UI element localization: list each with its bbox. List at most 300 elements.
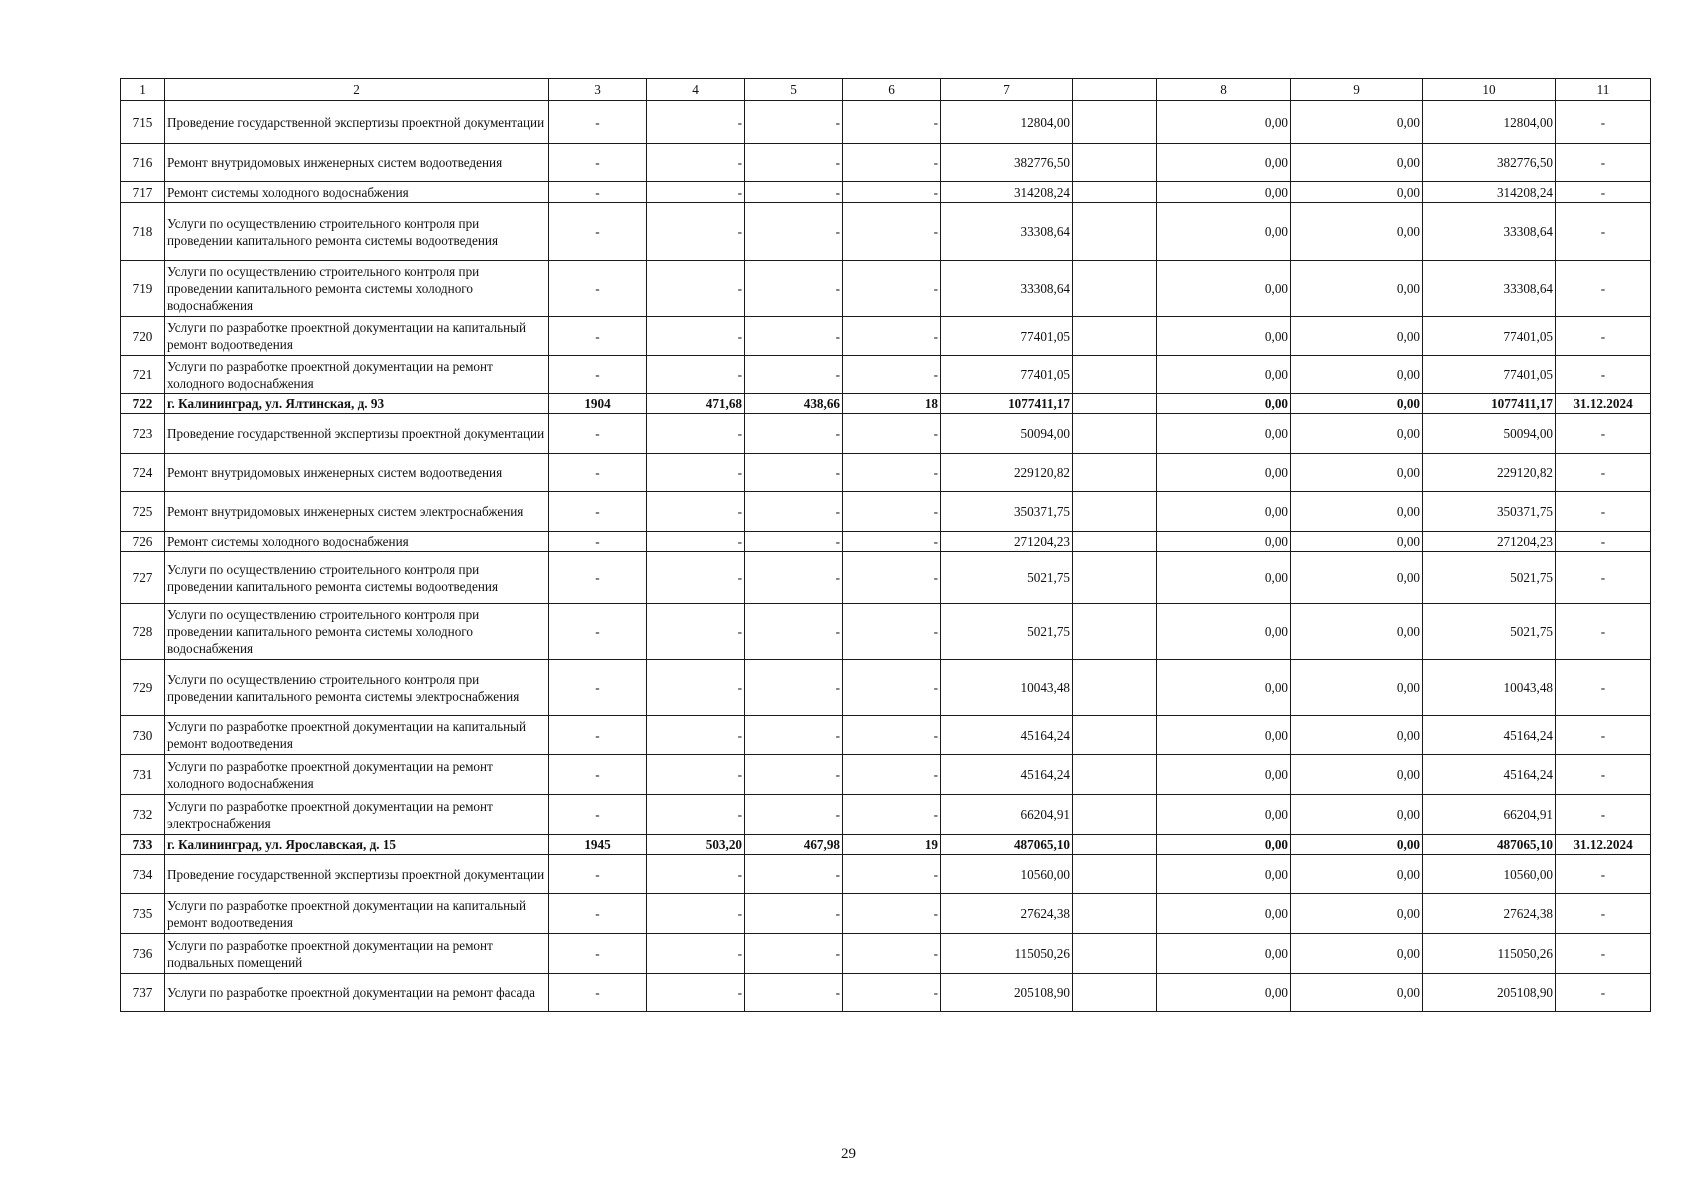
cell-c4: - (647, 855, 745, 894)
cell-c8: 0,00 (1157, 261, 1291, 317)
cell-c10: 271204,23 (1423, 532, 1556, 552)
cell-name: Ремонт системы холодного водоснабжения (165, 182, 549, 203)
cell-c6: - (843, 604, 941, 660)
cell-c10: 10043,48 (1423, 660, 1556, 716)
cell-c7: 350371,75 (941, 492, 1073, 532)
cell-c9: 0,00 (1291, 101, 1423, 144)
cell-c3: - (549, 755, 647, 795)
cell-num: 729 (121, 660, 165, 716)
cell-c5: - (745, 660, 843, 716)
cell-c9: 0,00 (1291, 795, 1423, 835)
cell-c11: - (1556, 894, 1651, 934)
cell-c7: 77401,05 (941, 317, 1073, 356)
cell-c11: - (1556, 934, 1651, 974)
cell-num: 722 (121, 394, 165, 414)
cell-empty (1073, 835, 1157, 855)
cell-c8: 0,00 (1157, 101, 1291, 144)
cell-c9: 0,00 (1291, 261, 1423, 317)
cell-c4: - (647, 261, 745, 317)
cell-name: Услуги по осуществлению строительного контроля при проведении капитального ремонта системы электроснабжения (165, 660, 549, 716)
cell-num: 720 (121, 317, 165, 356)
cell-c4: - (647, 604, 745, 660)
cell-c3: - (549, 203, 647, 261)
cell-c9: 0,00 (1291, 604, 1423, 660)
table-row (121, 414, 1651, 454)
cell-num: 731 (121, 755, 165, 795)
cell-c10: 10560,00 (1423, 855, 1556, 894)
cell-c9: 0,00 (1291, 894, 1423, 934)
cell-c10: 27624,38 (1423, 894, 1556, 934)
cell-name: Услуги по осуществлению строительного контроля при проведении капитального ремонта системы холодного водоснабжения (165, 261, 549, 317)
cell-c4: - (647, 934, 745, 974)
cell-num: 724 (121, 454, 165, 492)
cell-c10: 33308,64 (1423, 261, 1556, 317)
cell-c7: 115050,26 (941, 934, 1073, 974)
header-cell: 10 (1423, 79, 1556, 101)
cell-c5: - (745, 604, 843, 660)
cell-c8: 0,00 (1157, 552, 1291, 604)
cell-name: Проведение государственной экспертизы проектной документации (165, 855, 549, 894)
table-body (121, 101, 1651, 1012)
cell-c10: 1077411,17 (1423, 394, 1556, 414)
table-row (121, 894, 1651, 934)
cell-c9: 0,00 (1291, 203, 1423, 261)
table-row (121, 934, 1651, 974)
cell-c7: 12804,00 (941, 101, 1073, 144)
cell-empty (1073, 934, 1157, 974)
cell-name: г. Калининград, ул. Ялтинская, д. 93 (165, 394, 549, 414)
cell-c5: - (745, 552, 843, 604)
table-row (121, 604, 1651, 660)
cell-c7: 45164,24 (941, 716, 1073, 755)
cell-c8: 0,00 (1157, 855, 1291, 894)
header-cell: 2 (165, 79, 549, 101)
cell-c11: - (1556, 356, 1651, 394)
cell-c9: 0,00 (1291, 144, 1423, 182)
cell-name: Услуги по разработке проектной документации на ремонт электроснабжения (165, 795, 549, 835)
cell-c8: 0,00 (1157, 660, 1291, 716)
cell-c11: - (1556, 261, 1651, 317)
cell-name: Ремонт системы холодного водоснабжения (165, 532, 549, 552)
cell-name: Услуги по разработке проектной документации на ремонт подвальных помещений (165, 934, 549, 974)
cell-c6: - (843, 317, 941, 356)
cell-c10: 5021,75 (1423, 552, 1556, 604)
address-row (121, 394, 1651, 414)
table-row (121, 101, 1651, 144)
cell-c3: 1945 (549, 835, 647, 855)
cell-c5: - (745, 144, 843, 182)
cell-c4: 503,20 (647, 835, 745, 855)
cell-c8: 0,00 (1157, 974, 1291, 1012)
cell-num: 732 (121, 795, 165, 835)
cell-c8: 0,00 (1157, 795, 1291, 835)
cell-c6: - (843, 454, 941, 492)
cell-c5: - (745, 532, 843, 552)
document-sheet (120, 78, 1651, 1012)
cell-c4: - (647, 101, 745, 144)
cell-c4: - (647, 454, 745, 492)
cell-empty (1073, 182, 1157, 203)
cell-c10: 314208,24 (1423, 182, 1556, 203)
cell-c10: 115050,26 (1423, 934, 1556, 974)
cell-c9: 0,00 (1291, 394, 1423, 414)
cell-c5: - (745, 261, 843, 317)
cell-c8: 0,00 (1157, 414, 1291, 454)
cell-c4: - (647, 182, 745, 203)
table-row (121, 660, 1651, 716)
cell-c5: - (745, 755, 843, 795)
cell-c5: - (745, 317, 843, 356)
cell-c6: - (843, 795, 941, 835)
cell-c7: 33308,64 (941, 203, 1073, 261)
cell-c8: 0,00 (1157, 835, 1291, 855)
table-row (121, 974, 1651, 1012)
table-row (121, 317, 1651, 356)
cell-num: 728 (121, 604, 165, 660)
cell-c11: - (1556, 855, 1651, 894)
cell-c10: 77401,05 (1423, 317, 1556, 356)
cell-c11: - (1556, 660, 1651, 716)
cell-c7: 205108,90 (941, 974, 1073, 1012)
cell-c9: 0,00 (1291, 755, 1423, 795)
cell-c7: 10043,48 (941, 660, 1073, 716)
cell-name: Услуги по разработке проектной документации на ремонт холодного водоснабжения (165, 356, 549, 394)
cell-c5: - (745, 934, 843, 974)
cell-empty (1073, 144, 1157, 182)
cell-name: Услуги по осуществлению строительного контроля при проведении капитального ремонта системы водоотведения (165, 203, 549, 261)
cell-name: Услуги по разработке проектной документации на ремонт холодного водоснабжения (165, 755, 549, 795)
cell-c3: - (549, 356, 647, 394)
cell-c11: - (1556, 414, 1651, 454)
cell-c4: - (647, 894, 745, 934)
cell-c5: - (745, 795, 843, 835)
cell-c11: - (1556, 974, 1651, 1012)
cell-c7: 1077411,17 (941, 394, 1073, 414)
cell-c10: 45164,24 (1423, 755, 1556, 795)
cell-c8: 0,00 (1157, 934, 1291, 974)
cell-empty (1073, 492, 1157, 532)
cell-c9: 0,00 (1291, 835, 1423, 855)
cell-c11: - (1556, 101, 1651, 144)
cell-c5: - (745, 974, 843, 1012)
cell-name: Услуги по разработке проектной документации на капитальный ремонт водоотведения (165, 317, 549, 356)
cell-c5: - (745, 716, 843, 755)
cell-c11: - (1556, 604, 1651, 660)
cell-c4: - (647, 317, 745, 356)
cell-c8: 0,00 (1157, 203, 1291, 261)
cell-c3: - (549, 894, 647, 934)
header-cell: 9 (1291, 79, 1423, 101)
cell-c9: 0,00 (1291, 974, 1423, 1012)
cell-c7: 382776,50 (941, 144, 1073, 182)
cell-empty (1073, 394, 1157, 414)
cell-c11: - (1556, 182, 1651, 203)
cell-c4: - (647, 795, 745, 835)
cell-c6: - (843, 414, 941, 454)
cell-c3: - (549, 182, 647, 203)
cell-c10: 5021,75 (1423, 604, 1556, 660)
cell-c9: 0,00 (1291, 660, 1423, 716)
cell-c3: - (549, 144, 647, 182)
cell-c8: 0,00 (1157, 894, 1291, 934)
cell-c10: 12804,00 (1423, 101, 1556, 144)
cell-name: Услуги по осуществлению строительного контроля при проведении капитального ремонта системы холодного водоснабжения (165, 604, 549, 660)
cell-c10: 50094,00 (1423, 414, 1556, 454)
cell-c10: 45164,24 (1423, 716, 1556, 755)
cell-c9: 0,00 (1291, 356, 1423, 394)
cell-empty (1073, 414, 1157, 454)
cell-c3: - (549, 492, 647, 532)
cell-empty (1073, 317, 1157, 356)
cell-num: 715 (121, 101, 165, 144)
cell-c8: 0,00 (1157, 454, 1291, 492)
cell-c6: - (843, 894, 941, 934)
cell-num: 721 (121, 356, 165, 394)
cell-c6: - (843, 660, 941, 716)
cell-c5: 467,98 (745, 835, 843, 855)
header-cell: 5 (745, 79, 843, 101)
cell-c8: 0,00 (1157, 144, 1291, 182)
cell-c9: 0,00 (1291, 317, 1423, 356)
cell-c10: 205108,90 (1423, 974, 1556, 1012)
cell-empty (1073, 532, 1157, 552)
cell-c5: - (745, 356, 843, 394)
cell-c3: - (549, 454, 647, 492)
cell-empty (1073, 101, 1157, 144)
cell-name: г. Калининград, ул. Ярославская, д. 15 (165, 835, 549, 855)
cell-c6: - (843, 755, 941, 795)
cell-c8: 0,00 (1157, 182, 1291, 203)
table-row (121, 532, 1651, 552)
cell-c3: - (549, 552, 647, 604)
header-cell: 8 (1157, 79, 1291, 101)
cell-c3: - (549, 716, 647, 755)
cell-empty (1073, 660, 1157, 716)
cell-empty (1073, 855, 1157, 894)
table-row (121, 716, 1651, 755)
cell-c8: 0,00 (1157, 356, 1291, 394)
cell-c11: 31.12.2024 (1556, 394, 1651, 414)
cell-c8: 0,00 (1157, 317, 1291, 356)
cell-c6: - (843, 552, 941, 604)
cell-num: 737 (121, 974, 165, 1012)
cell-c7: 77401,05 (941, 356, 1073, 394)
header-cell: 6 (843, 79, 941, 101)
cell-c3: 1904 (549, 394, 647, 414)
cell-c5: - (745, 414, 843, 454)
cell-c3: - (549, 261, 647, 317)
cell-c9: 0,00 (1291, 492, 1423, 532)
cell-num: 725 (121, 492, 165, 532)
cell-c11: - (1556, 755, 1651, 795)
cell-name: Услуги по разработке проектной документации на ремонт фасада (165, 974, 549, 1012)
table-row (121, 144, 1651, 182)
cell-c9: 0,00 (1291, 414, 1423, 454)
cell-c9: 0,00 (1291, 532, 1423, 552)
cell-c4: - (647, 532, 745, 552)
cell-c5: - (745, 894, 843, 934)
table-row (121, 203, 1651, 261)
cell-c4: - (647, 144, 745, 182)
cell-c11: - (1556, 532, 1651, 552)
cell-c10: 229120,82 (1423, 454, 1556, 492)
cell-c8: 0,00 (1157, 604, 1291, 660)
cell-c6: - (843, 855, 941, 894)
table-row (121, 182, 1651, 203)
cell-empty (1073, 454, 1157, 492)
table-row (121, 755, 1651, 795)
cell-c4: - (647, 492, 745, 532)
cell-empty (1073, 552, 1157, 604)
cell-num: 727 (121, 552, 165, 604)
cell-empty (1073, 356, 1157, 394)
address-row (121, 835, 1651, 855)
cell-c7: 45164,24 (941, 755, 1073, 795)
cell-c3: - (549, 414, 647, 454)
cell-c4: - (647, 716, 745, 755)
cell-c7: 229120,82 (941, 454, 1073, 492)
cell-num: 734 (121, 855, 165, 894)
cell-c6: - (843, 492, 941, 532)
cell-c4: - (647, 356, 745, 394)
cell-c10: 382776,50 (1423, 144, 1556, 182)
cell-c3: - (549, 317, 647, 356)
cell-c3: - (549, 934, 647, 974)
cell-empty (1073, 203, 1157, 261)
header-cell: 11 (1556, 79, 1651, 101)
cell-c3: - (549, 855, 647, 894)
cell-c7: 50094,00 (941, 414, 1073, 454)
cell-c6: - (843, 261, 941, 317)
cell-c5: - (745, 454, 843, 492)
header-cell: 3 (549, 79, 647, 101)
table-row (121, 855, 1651, 894)
cell-c7: 5021,75 (941, 604, 1073, 660)
capital-repair-table (120, 78, 1651, 1012)
cell-empty (1073, 716, 1157, 755)
page-number: 29 (841, 1146, 856, 1162)
cell-c11: 31.12.2024 (1556, 835, 1651, 855)
cell-c5: - (745, 101, 843, 144)
cell-c11: - (1556, 144, 1651, 182)
cell-c11: - (1556, 317, 1651, 356)
header-cell: 4 (647, 79, 745, 101)
cell-empty (1073, 604, 1157, 660)
header-cell: 1 (121, 79, 165, 101)
cell-c10: 487065,10 (1423, 835, 1556, 855)
cell-c5: - (745, 492, 843, 532)
cell-num: 736 (121, 934, 165, 974)
cell-c11: - (1556, 795, 1651, 835)
cell-c7: 5021,75 (941, 552, 1073, 604)
cell-c6: - (843, 532, 941, 552)
cell-c6: - (843, 974, 941, 1012)
cell-c11: - (1556, 454, 1651, 492)
cell-c5: - (745, 203, 843, 261)
cell-c8: 0,00 (1157, 492, 1291, 532)
cell-empty (1073, 755, 1157, 795)
cell-empty (1073, 974, 1157, 1012)
cell-c6: - (843, 203, 941, 261)
cell-name: Услуги по осуществлению строительного контроля при проведении капитального ремонта системы водоотведения (165, 552, 549, 604)
cell-c9: 0,00 (1291, 855, 1423, 894)
cell-c11: - (1556, 492, 1651, 532)
cell-c3: - (549, 795, 647, 835)
cell-c7: 10560,00 (941, 855, 1073, 894)
cell-c4: - (647, 660, 745, 716)
cell-name: Ремонт внутридомовых инженерных систем водоотведения (165, 144, 549, 182)
cell-c9: 0,00 (1291, 552, 1423, 604)
cell-name: Проведение государственной экспертизы проектной документации (165, 101, 549, 144)
cell-name: Ремонт внутридомовых инженерных систем водоотведения (165, 454, 549, 492)
cell-c5: 438,66 (745, 394, 843, 414)
table-row (121, 356, 1651, 394)
column-number-row (121, 79, 1651, 101)
cell-c6: - (843, 356, 941, 394)
cell-c7: 27624,38 (941, 894, 1073, 934)
cell-empty (1073, 261, 1157, 317)
cell-c3: - (549, 660, 647, 716)
cell-c4: 471,68 (647, 394, 745, 414)
cell-c10: 350371,75 (1423, 492, 1556, 532)
cell-c6: - (843, 934, 941, 974)
cell-c4: - (647, 414, 745, 454)
cell-c9: 0,00 (1291, 454, 1423, 492)
header-cell (1073, 79, 1157, 101)
cell-c6: - (843, 101, 941, 144)
cell-empty (1073, 795, 1157, 835)
cell-name: Проведение государственной экспертизы проектной документации (165, 414, 549, 454)
cell-c8: 0,00 (1157, 716, 1291, 755)
table-row (121, 492, 1651, 532)
cell-c8: 0,00 (1157, 394, 1291, 414)
cell-c10: 77401,05 (1423, 356, 1556, 394)
cell-c11: - (1556, 203, 1651, 261)
cell-c5: - (745, 855, 843, 894)
cell-c3: - (549, 532, 647, 552)
cell-num: 716 (121, 144, 165, 182)
cell-c4: - (647, 755, 745, 795)
cell-num: 735 (121, 894, 165, 934)
cell-name: Ремонт внутридомовых инженерных систем электроснабжения (165, 492, 549, 532)
cell-num: 723 (121, 414, 165, 454)
cell-num: 717 (121, 182, 165, 203)
cell-c9: 0,00 (1291, 934, 1423, 974)
cell-c7: 271204,23 (941, 532, 1073, 552)
cell-c7: 314208,24 (941, 182, 1073, 203)
cell-c4: - (647, 974, 745, 1012)
cell-num: 718 (121, 203, 165, 261)
header-cell: 7 (941, 79, 1073, 101)
cell-empty (1073, 894, 1157, 934)
cell-c10: 33308,64 (1423, 203, 1556, 261)
cell-name: Услуги по разработке проектной документации на капитальный ремонт водоотведения (165, 894, 549, 934)
cell-c10: 66204,91 (1423, 795, 1556, 835)
cell-c4: - (647, 552, 745, 604)
cell-c7: 33308,64 (941, 261, 1073, 317)
cell-c6: 18 (843, 394, 941, 414)
table-row (121, 454, 1651, 492)
cell-c3: - (549, 974, 647, 1012)
cell-num: 726 (121, 532, 165, 552)
cell-c3: - (549, 101, 647, 144)
cell-num: 719 (121, 261, 165, 317)
cell-c11: - (1556, 716, 1651, 755)
cell-num: 733 (121, 835, 165, 855)
cell-c5: - (745, 182, 843, 203)
cell-c11: - (1556, 552, 1651, 604)
cell-c7: 66204,91 (941, 795, 1073, 835)
